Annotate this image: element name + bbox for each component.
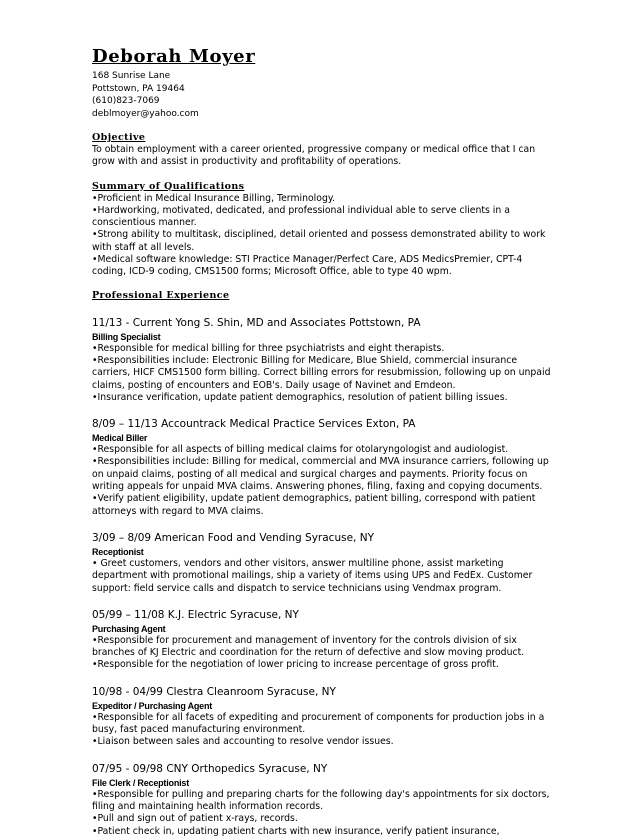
job-bullet: •Responsible for medical billing for three psychiatrists and eight therapists. [92,342,445,354]
summary-list [92,193,552,279]
job-bullet: •Responsibilities include: Electronic Billing for Medicare, Blue Shield, commercial insurance carriers, HICF CMS1500 form billing. Correct billing errors for resubmission, following up on unpaid claims, posting of encounters and EOB's. Daily usage of Navinet and Emdeon. [92,354,551,391]
job-header: 8/09 – 11/13 Accountrack Medical Practice Services Exton, PA [92,418,416,431]
summary-bullet: •Strong ability to multitask, disciplined, detail oriented and possess demonstrated ability to work with staff at all levels. [92,229,546,253]
phone-number: (610)823-7069 [92,96,160,106]
job-bullet: •Insurance verification, update patient demographics, resolution of patient billing issues. [92,391,508,403]
applicant-name: Deborah Moyer [92,46,256,67]
job-entry [92,685,552,749]
job-header: 3/09 – 8/09 American Food and Vending Syracuse, NY [92,531,374,544]
job-title: Receptionist [92,546,144,557]
job-entry [92,417,552,518]
job-entry [92,762,552,838]
job-bullet: •Liaison between sales and accounting to resolve vendor issues. [92,736,394,748]
job-title: Billing Specialist [92,331,161,342]
resume-content [92,46,552,838]
job-entry [92,608,552,672]
job-entry [92,531,552,595]
job-header: 05/99 – 11/08 K.J. Electric Syracuse, NY [92,608,299,621]
job-title: Expeditor / Purchasing Agent [92,700,213,711]
job-entry [92,316,552,404]
objective-text: To obtain employment with a career oriented, progressive company or medical office that I can grow with and assist in productivity and profitability of operations. [92,144,536,168]
job-bullet: •Responsible for all facets of expediting and procurement of components for production jobs in a busy, fast paced manufacturing environment. [92,711,545,736]
summary-heading: Summary of Qualifications [92,180,245,192]
job-header: 10/98 - 04/99 Clestra Cleanroom Syracuse, NY [92,685,336,698]
job-bullet: •Responsible for the negotiation of lower pricing to increase percentage of gross profit. [92,659,499,671]
summary-bullet: •Medical software knowledge: STI Practice Manager/Perfect Care, ADS MedicsPremier, CPT-4 coding, ICD-9 coding, CMS1500 forms; Microsoft Office, able to type 40 wpm. [92,254,523,278]
job-header: 07/95 - 09/98 CNY Orthopedics Syracuse, NY [92,762,328,775]
job-title: Medical Biller [92,433,148,444]
summary-bullet: •Proficient in Medical Insurance Billing, Terminology. [92,192,335,204]
objective-heading: Objective [92,132,146,143]
job-bullet: •Patient check in, updating patient charts with new insurance, verify patient insurance, [92,825,500,837]
experience-heading: Professional Experience [92,289,230,301]
summary-bullet: •Hardworking, motivated, dedicated, and professional individual able to serve clients in a conscientious manner. [92,204,510,229]
job-bullet: •Responsible for procurement and management of inventory for the controls division of six branches of KJ Electric and coordination for the return of defective and slow moving product. [92,634,525,659]
job-bullet: •Pull and sign out of patient x-rays, records. [92,813,298,825]
job-title: File Clerk / Receptionist [92,777,190,788]
job-bullet: •Verify patient eligibility, update patient demographics, patient billing, correspond with patient attorneys with regard to MVA claims. [92,493,536,517]
address-line-2: Pottstown, PA 19464 [92,83,185,94]
job-bullet: •Responsibilities include: Billing for medical, commercial and MVA insurance carriers, following up on unpaid claims, posting of all medical and surgical charges and payments. Priority focus on writing appeals for unpaid MVA claims. Answering phones, filing, faxing and copying documents. [92,456,549,493]
address-line-1: 168 Sunrise Lane [92,71,171,81]
job-header: 11/13 - Current Yong S. Shin, MD and Associates Pottstown, PA [92,316,421,329]
job-title: Purchasing Agent [92,623,166,634]
email-address: deblmoyer@yahoo.com [92,108,199,119]
job-bullet: •Responsible for pulling and preparing charts for the following day's appointments for six doctors, filing and maintaining health information records. [92,788,550,812]
job-bullet: • Greet customers, vendors and other visitors, answer multiline phone, assist marketing department with promotional mailings, ship a variety of items using UPS and FedEx. Customer support: field service calls and dispatch to service technicians using Vendmax program. [92,557,533,594]
job-bullet: •Responsible for all aspects of billing medical claims for otolaryngologist and audiologist. [92,444,509,456]
